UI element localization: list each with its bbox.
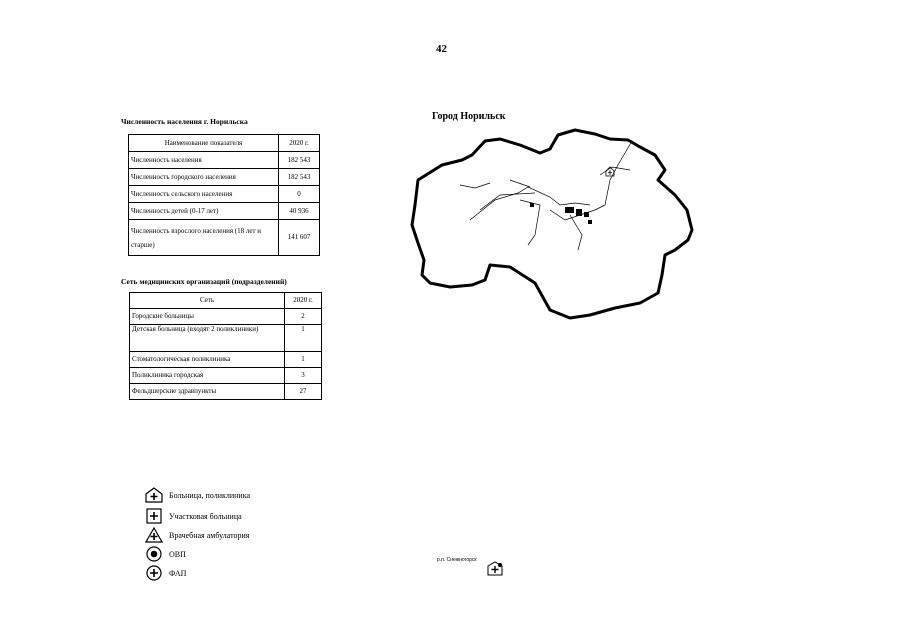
page-number: 42 bbox=[436, 43, 447, 55]
population-row-label: Численность взрослого населения (18 лет и старше) bbox=[129, 220, 279, 256]
network-table bbox=[129, 292, 322, 400]
legend-label: Участковая больница bbox=[169, 511, 242, 521]
network-row-value: 1 bbox=[285, 325, 322, 352]
legend-label: Больница, поликлиника bbox=[169, 490, 251, 500]
network-row-label: Поликлиника городская bbox=[130, 368, 285, 384]
table-row bbox=[129, 186, 320, 203]
population-col-year: 2020 г. bbox=[279, 135, 320, 152]
fap-circle-cross-icon bbox=[145, 565, 163, 581]
table-row bbox=[129, 220, 320, 256]
network-row-value: 1 bbox=[285, 352, 322, 368]
map-settlement-blocks bbox=[530, 203, 592, 224]
population-row-value: 141 607 bbox=[279, 220, 320, 256]
population-row-label: Численность населения bbox=[129, 152, 279, 169]
ambulatory-triangle-icon bbox=[145, 527, 163, 543]
district-hospital-icon bbox=[145, 508, 163, 524]
map-title: Город Норильск bbox=[432, 111, 506, 122]
table-row bbox=[129, 203, 320, 220]
settlement-label: р.п. Снежногорск bbox=[437, 557, 477, 563]
table-row bbox=[129, 169, 320, 186]
legend-label: Врачебная амбулатория bbox=[169, 530, 250, 540]
settlement-hospital-icon bbox=[487, 561, 504, 576]
table-row bbox=[130, 325, 322, 352]
network-row-label: Детская больница (входят 2 поликлиники) bbox=[130, 325, 285, 352]
population-heading: Численность населения г. Норильска bbox=[121, 117, 248, 126]
table-row bbox=[130, 384, 322, 400]
city-boundary bbox=[412, 130, 692, 318]
legend-item bbox=[145, 487, 250, 503]
population-row-label: Численность городского населения bbox=[129, 169, 279, 186]
legend-item bbox=[145, 508, 242, 524]
population-row-value: 182 543 bbox=[279, 152, 320, 169]
population-row-value: 182 543 bbox=[279, 169, 320, 186]
population-row-label: Численность детей (0-17 лет) bbox=[129, 203, 279, 220]
population-row-value: 40 936 bbox=[279, 203, 320, 220]
network-col-year: 2020 г. bbox=[285, 293, 322, 309]
network-row-label: Городские больницы bbox=[130, 309, 285, 325]
legend-item bbox=[145, 546, 186, 562]
legend-item bbox=[145, 527, 249, 543]
map-roads bbox=[460, 141, 632, 250]
legend-label: ОВП bbox=[169, 549, 186, 559]
legend-label: ФАП bbox=[169, 568, 187, 578]
network-row-value: 27 bbox=[285, 384, 322, 400]
network-row-value: 3 bbox=[285, 368, 322, 384]
population-col-indicator: Наименование показателя bbox=[129, 135, 279, 152]
population-row-value: 0 bbox=[279, 186, 320, 203]
table-row bbox=[130, 309, 322, 325]
table-row bbox=[129, 152, 320, 169]
city-map bbox=[400, 125, 700, 325]
population-table bbox=[128, 134, 320, 256]
network-row-label: Фельдшерские здравпункты bbox=[130, 384, 285, 400]
hospital-house-icon bbox=[145, 487, 163, 503]
population-row-label: Численность сельского населения bbox=[129, 186, 279, 203]
legend-item bbox=[145, 565, 186, 581]
network-row-value: 2 bbox=[285, 309, 322, 325]
network-col-name: Сеть bbox=[130, 293, 285, 309]
table-row bbox=[130, 368, 322, 384]
table-row bbox=[130, 352, 322, 368]
network-row-label: Стоматологическая поликлиника bbox=[130, 352, 285, 368]
network-heading: Сеть медицинских организаций (подразделений) bbox=[121, 277, 287, 286]
ovp-circle-icon bbox=[145, 546, 163, 562]
